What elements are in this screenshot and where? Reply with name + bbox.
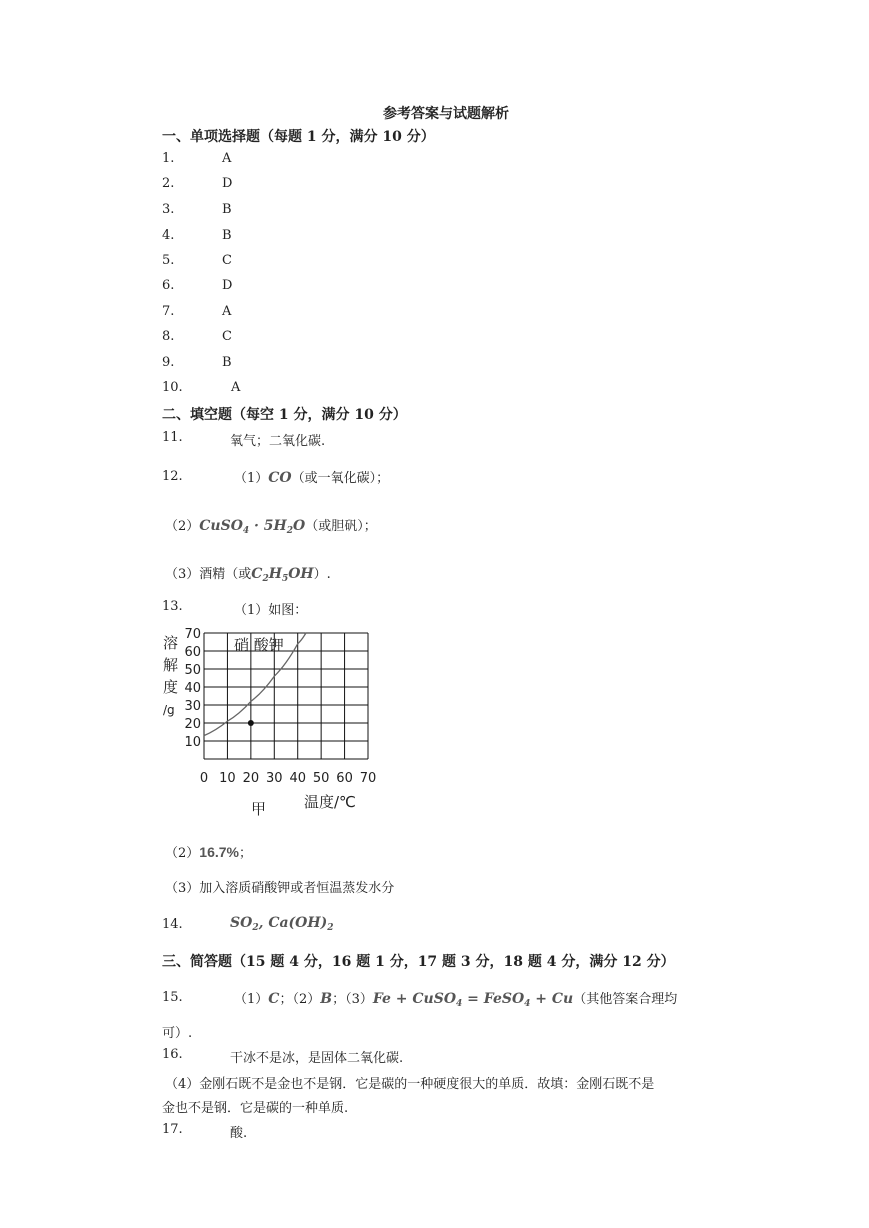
answer-letter: D bbox=[222, 176, 233, 191]
x-tick-label: 20 bbox=[242, 771, 260, 786]
part-text: ； bbox=[238, 846, 252, 861]
x-tick-label: 40 bbox=[289, 771, 306, 786]
answer-number: 1. bbox=[162, 151, 175, 166]
q11-number: 11. bbox=[162, 430, 183, 445]
x-tick-label: 70 bbox=[359, 771, 377, 786]
equation: Fe + CuSO$_4$ = FeSO$_4$ + Cu bbox=[372, 991, 574, 1009]
answer-letter: B bbox=[222, 202, 232, 217]
answer-number: 4. bbox=[162, 228, 175, 243]
y-tick-label: 60 bbox=[184, 645, 201, 660]
q11-answer: 氧气；二氧化碳. bbox=[230, 434, 326, 449]
formula-co: CO bbox=[268, 470, 292, 486]
x-tick-label: 0 bbox=[199, 771, 209, 786]
q16-answer: 干冰不是冰，是固体二氧化碳. bbox=[230, 1051, 404, 1066]
q13-number: 13. bbox=[162, 599, 183, 614]
part-text: （或一氧化碳）； bbox=[291, 471, 390, 486]
y-tick-label: 10 bbox=[184, 735, 201, 750]
section-1-heading: 一、单项选择题（每题 1 分，满分 10 分） bbox=[162, 129, 435, 145]
part-text: ）. bbox=[313, 567, 331, 582]
answer-number: 6. bbox=[162, 278, 175, 293]
answer-letter: D bbox=[222, 278, 233, 293]
answer-number: 3. bbox=[162, 202, 175, 217]
q12-part2 bbox=[165, 515, 377, 536]
answer-number: 8. bbox=[162, 329, 175, 344]
formula-ethanol: $C_2H_5OH$ bbox=[251, 566, 314, 584]
answer-number: 2. bbox=[162, 176, 175, 191]
q17-number: 17. bbox=[162, 1122, 183, 1137]
y-axis-label-char: /g bbox=[163, 703, 175, 717]
q13-part2 bbox=[165, 842, 252, 861]
q12-number: 12. bbox=[162, 469, 183, 484]
q16-number: 16. bbox=[162, 1047, 183, 1062]
solubility-chart bbox=[160, 620, 390, 825]
x-tick-label: 50 bbox=[312, 771, 330, 786]
answer-number: 7. bbox=[162, 304, 175, 319]
y-tick-label: 70 bbox=[184, 627, 201, 642]
x-tick-label: 60 bbox=[336, 771, 353, 786]
y-tick-label: 50 bbox=[184, 663, 201, 678]
part-text: （或胆矾）； bbox=[305, 519, 377, 534]
answer-letter: C bbox=[222, 253, 232, 268]
q15-answer: （1）C；（2）B；（3）Fe + CuSO$_4$ = FeSO$_4$ + Cu（其他答案合理均 bbox=[234, 991, 678, 1009]
y-axis-label-char: 度 bbox=[163, 678, 179, 696]
y-axis-label-char: 溶 bbox=[163, 634, 179, 652]
x-axis-label: 温度/℃ bbox=[304, 793, 356, 811]
series-label: 硝 酸钾 bbox=[234, 636, 284, 654]
x-tick-label: 10 bbox=[219, 771, 236, 786]
q12-part1 bbox=[234, 467, 389, 486]
section-3-heading: 三、简答题（15 题 4 分，16 题 1 分，17 题 3 分，18 题 4 分，满分 12 分） bbox=[162, 954, 675, 970]
y-tick-label: 40 bbox=[184, 681, 201, 696]
answer-number: 10. bbox=[162, 380, 183, 395]
answer-letter: B bbox=[222, 355, 232, 370]
section-2-heading: 二、填空题（每空 1 分，满分 10 分） bbox=[162, 407, 407, 423]
data-point bbox=[248, 720, 254, 726]
chart-grid bbox=[204, 633, 368, 759]
q14-number: 14. bbox=[162, 917, 183, 932]
formula-cuso4: CuSO$_4$ · $5H_2O$ bbox=[199, 518, 306, 536]
chart-caption: 甲 bbox=[251, 800, 267, 818]
x-tick-label: 30 bbox=[266, 771, 283, 786]
answer-number: 9. bbox=[162, 355, 175, 370]
part-prefix: （1） bbox=[234, 471, 269, 486]
y-tick-label: 30 bbox=[184, 699, 201, 714]
q12-part3 bbox=[165, 563, 331, 584]
q13-part1: （1）如图： bbox=[234, 603, 308, 618]
q13-part3: （3）加入溶质硝酸钾或者恒温蒸发水分 bbox=[165, 881, 395, 896]
part-prefix: （2） bbox=[165, 846, 200, 861]
answer-letter: A bbox=[222, 151, 232, 166]
part-text: （3）酒精（或 bbox=[165, 567, 252, 582]
answer-letter: B bbox=[222, 228, 232, 243]
part-prefix: （2） bbox=[165, 519, 200, 534]
y-tick-label: 20 bbox=[184, 717, 201, 732]
q17-answer: 酸. bbox=[230, 1126, 248, 1141]
answer-number: 5. bbox=[162, 253, 175, 268]
answer-letter: A bbox=[231, 380, 241, 395]
answer-letter: A bbox=[222, 304, 232, 319]
q16-note-line2: 金也不是钢．它是碳的一种单质. bbox=[162, 1101, 349, 1116]
y-axis-label-char: 解 bbox=[163, 656, 179, 674]
page-title: 参考答案与试题解析 bbox=[383, 106, 509, 122]
y-axis-label bbox=[163, 634, 178, 717]
q15-answer-cont: 可）. bbox=[162, 1026, 193, 1041]
q15-number: 15. bbox=[162, 990, 183, 1005]
answer-letter: C bbox=[222, 329, 232, 344]
q16-note-line1: （4）金刚石既不是金也不是钢．它是碳的一种硬度很大的单质．故填：金刚石既不是 bbox=[165, 1077, 655, 1092]
q14-answer: $SO_2$, $Ca(OH)_2$ bbox=[230, 915, 334, 933]
percent-value: 16.7% bbox=[199, 844, 239, 860]
